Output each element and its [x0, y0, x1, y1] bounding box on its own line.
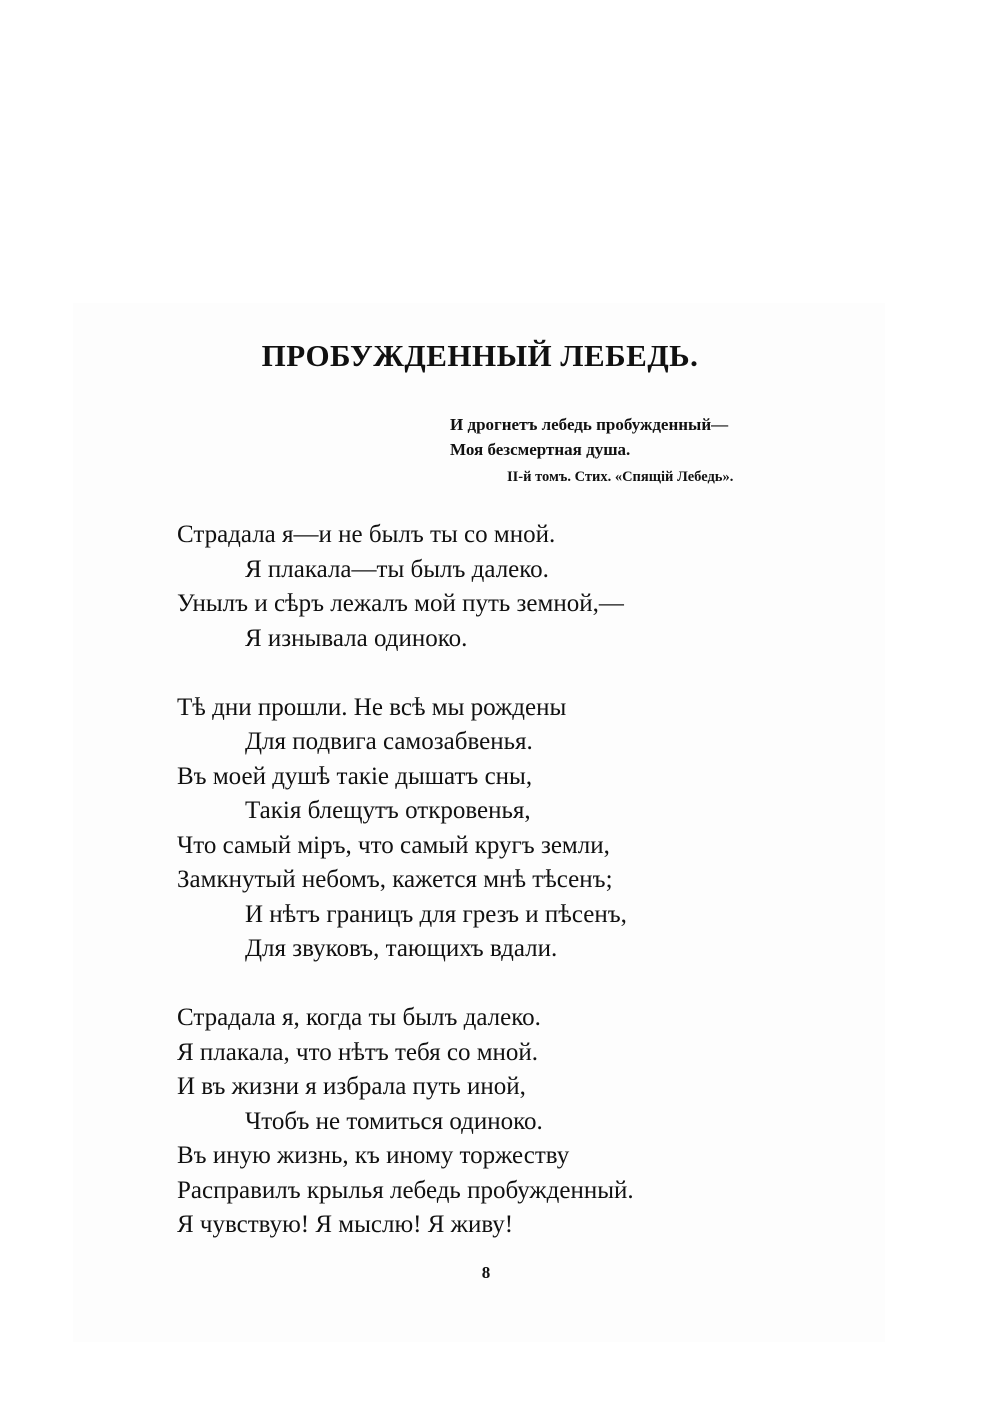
verse-line: Расправилъ крылья лебедь пробужденный.: [177, 1176, 634, 1204]
verse-line: Замкнутый небомъ, кажется мнѣ тѣсенъ;: [177, 866, 613, 893]
stanza-2: [177, 691, 634, 967]
epigraph: [450, 412, 733, 490]
verse-line: Я плакала—ты былъ далеко.: [245, 555, 549, 583]
verse-line: Въ иную жизнь, къ иному торжеству: [177, 1142, 570, 1169]
poem-title: [0, 336, 1000, 376]
verse-line: И нѣтъ границъ для грезъ и пѣсенъ,: [245, 900, 627, 928]
page-number: [0, 1263, 1000, 1283]
verse-line: И въ жизни я избрала путь иной,: [177, 1073, 526, 1100]
stanza-3: [177, 1001, 634, 1243]
poem-title-text: ПРОБУЖДЕННЫЙ ЛЕБЕДЬ.: [261, 338, 699, 373]
stanza-1: [177, 518, 634, 656]
verse-line: Для звуковъ, тающихъ вдали.: [245, 935, 558, 962]
verse-line: Я чувствую! Я мыслю! Я живу!: [177, 1211, 514, 1238]
verse-line: Такія блещутъ откровенья,: [245, 797, 531, 824]
verse-line: Для подвига самозабвенья.: [245, 728, 533, 755]
page-number-text: 8: [481, 1263, 491, 1282]
epigraph-source: II-й томъ. Стих. «Спящій Лебедь».: [507, 469, 734, 485]
epigraph-line: Моя безсмертная душа.: [450, 440, 631, 459]
poem-body: [177, 518, 634, 1243]
verse-line: Чтобъ не томиться одиноко.: [245, 1107, 543, 1135]
verse-line: Страдала я—и не былъ ты со мной.: [177, 521, 556, 548]
verse-line: Унылъ и сѣръ лежалъ мой путь земной,—: [177, 590, 624, 617]
verse-line: Что самый міръ, что самый кругъ земли,: [177, 831, 610, 859]
verse-line: Я изнывала одиноко.: [245, 624, 468, 652]
verse-line: Страдала я, когда ты былъ далеко.: [177, 1004, 541, 1031]
verse-line: Тѣ дни прошли. Не всѣ мы рождены: [177, 693, 567, 721]
verse-line: Я плакала, что нѣтъ тебя со мной.: [177, 1038, 539, 1066]
epigraph-line: И дрогнетъ лебедь пробужденный—: [450, 415, 729, 434]
verse-line: Въ моей душѣ такіе дышатъ сны,: [177, 762, 533, 790]
